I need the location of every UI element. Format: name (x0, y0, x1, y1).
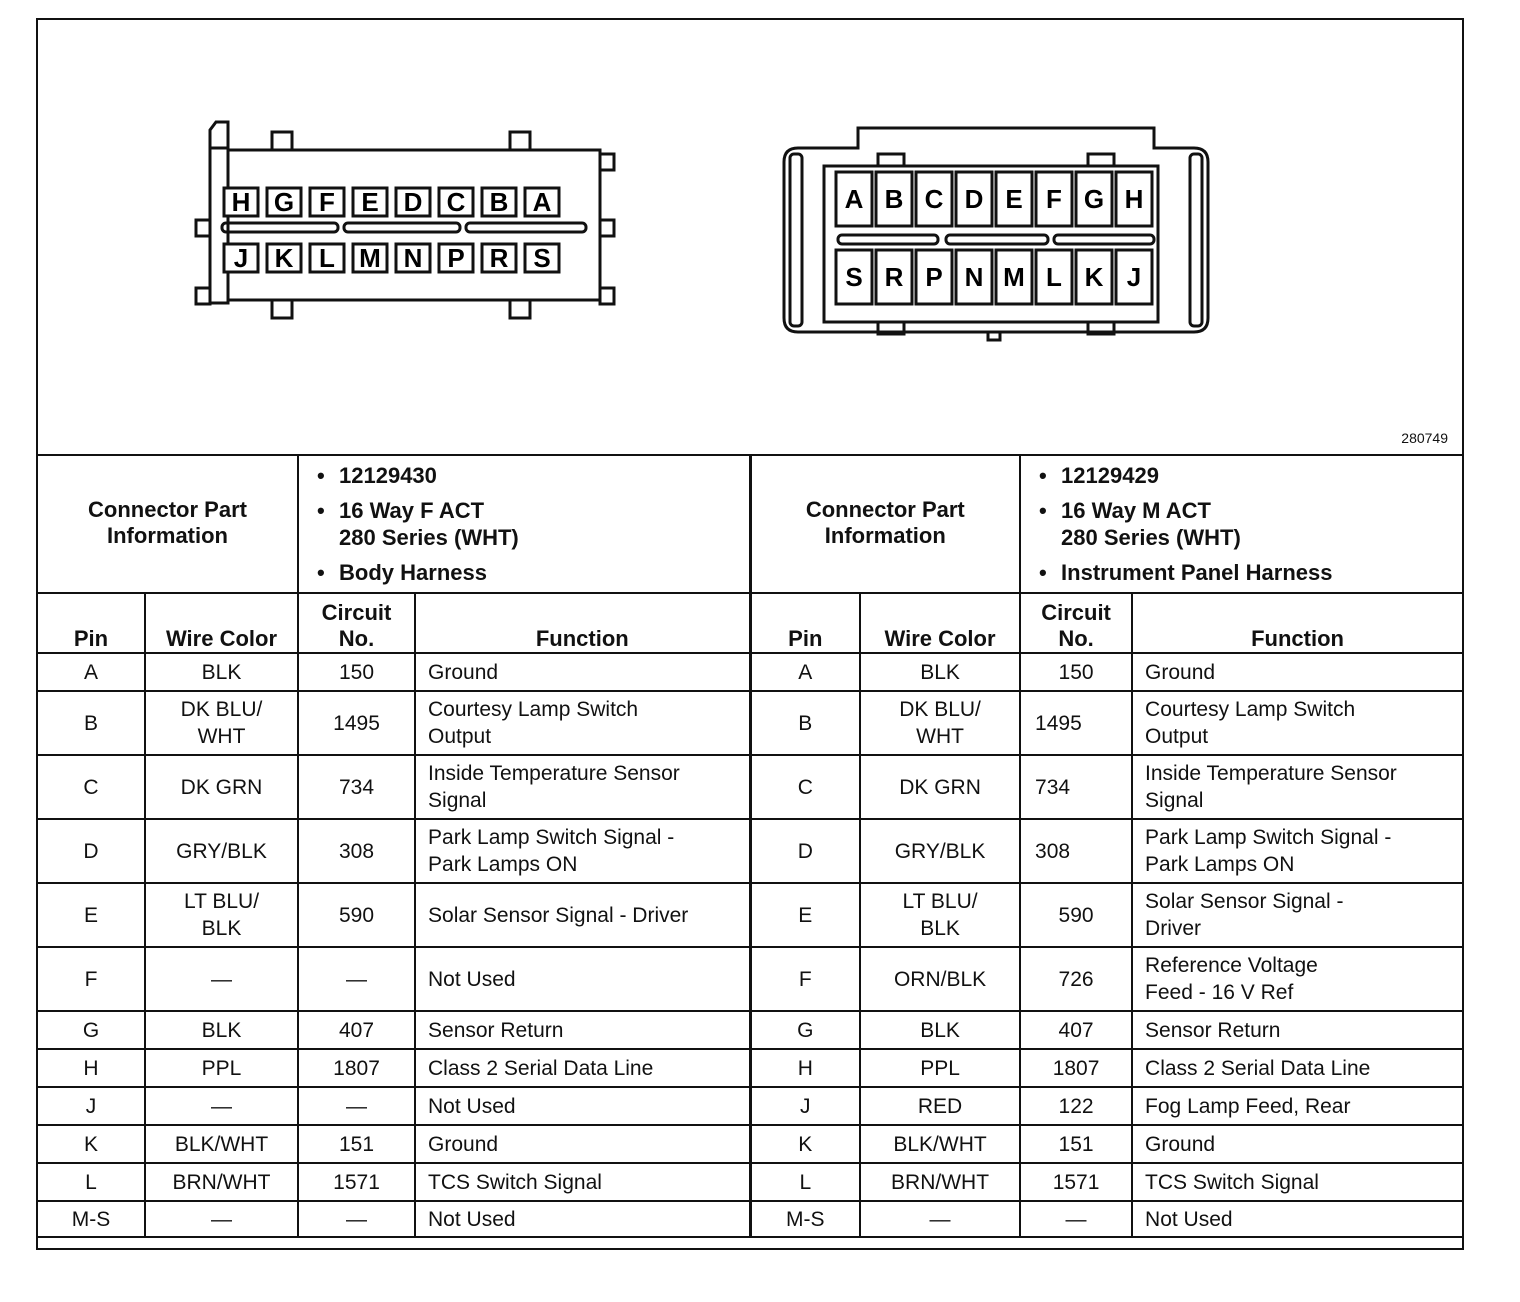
pin-text: E (83, 903, 98, 927)
function-text: Ground (1145, 1132, 1216, 1156)
circuit-text: — (346, 967, 368, 991)
wire-color-cell (860, 947, 1020, 1011)
header-wire-color: Wire Color (145, 593, 298, 653)
function-cell (1132, 819, 1462, 883)
function-cell (415, 1087, 750, 1125)
male-top-pins (836, 172, 1152, 226)
wire-color-cell (860, 819, 1020, 883)
function-text: Reference Voltage (1145, 954, 1318, 977)
wire-color-text: BLK/WHT (174, 1132, 269, 1156)
function-text: Inside Temperature Sensor (428, 762, 680, 785)
table-row (38, 819, 1462, 883)
circuit-text: 1571 (1052, 1170, 1100, 1194)
pin-text: H (797, 1056, 813, 1080)
pin-letter: H (1124, 184, 1144, 214)
circuit-cell (298, 1087, 415, 1125)
info-label-line: Connector Part (88, 497, 247, 522)
function-cell (1132, 653, 1462, 691)
wire-color-cell (145, 691, 298, 755)
right-info-label (750, 454, 1020, 593)
function-text: Output (1145, 725, 1209, 748)
pin-text: H (83, 1056, 99, 1080)
wire-color-cell (145, 1087, 298, 1125)
pin-letter: C (924, 184, 944, 214)
pin-cell (750, 1163, 860, 1201)
function-text: Class 2 Serial Data Line (1145, 1056, 1371, 1080)
pin-rows (38, 653, 1462, 1237)
left-info-label (38, 454, 298, 593)
function-cell (415, 819, 750, 883)
wire-color-cell (145, 653, 298, 691)
pin-letter: E (361, 187, 379, 217)
circuit-text: 726 (1058, 967, 1094, 991)
wire-color-text: BLK (920, 917, 960, 940)
wire-color-text: DK GRN (899, 775, 981, 799)
function-text: Not Used (428, 1207, 516, 1231)
circuit-text: 1571 (333, 1170, 380, 1194)
function-cell (1132, 1125, 1462, 1163)
function-text: Class 2 Serial Data Line (428, 1056, 654, 1080)
harness-name: • Instrument Panel Harness (1061, 559, 1462, 586)
function-text: Signal (1145, 789, 1204, 812)
function-cell (1132, 1087, 1462, 1125)
pin-text: M-S (71, 1207, 111, 1231)
part-number: • 12129429 (1061, 462, 1462, 489)
circuit-cell (1020, 819, 1132, 883)
function-text: Not Used (1145, 1207, 1233, 1231)
pin-letter: D (403, 187, 423, 217)
function-text: Courtesy Lamp Switch (1145, 698, 1356, 721)
wire-color-cell (145, 819, 298, 883)
header-pin: Pin (38, 593, 145, 653)
table-row (38, 947, 1462, 1011)
left-part-details (298, 454, 750, 593)
pin-letter: G (1083, 184, 1105, 214)
pin-cell (38, 1087, 145, 1125)
connector-diagram (38, 20, 1462, 456)
circuit-cell (298, 755, 415, 819)
pin-text: C (83, 775, 99, 799)
pin-letter: M (1003, 262, 1025, 292)
wire-color-cell (860, 883, 1020, 947)
wire-color-text: BRN/WHT (891, 1170, 990, 1194)
wire-color-text: PPL (201, 1056, 242, 1080)
circuit-cell (1020, 1087, 1132, 1125)
connector-table (38, 454, 1462, 1238)
female-top-pins (224, 187, 559, 217)
function-cell (415, 1011, 750, 1049)
circuit-cell (1020, 883, 1132, 947)
wire-color-text: — (211, 967, 232, 991)
circuit-cell (298, 947, 415, 1011)
pin-cell (38, 1125, 145, 1163)
pin-letter: J (233, 243, 249, 273)
wire-color-text: ORN/BLK (893, 967, 987, 991)
table-row (38, 653, 1462, 691)
pin-text: K (83, 1132, 98, 1156)
pin-cell (38, 653, 145, 691)
circuit-text: 407 (1058, 1018, 1094, 1042)
wire-color-cell (860, 1163, 1020, 1201)
function-text: Fog Lamp Feed, Rear (1145, 1094, 1351, 1118)
function-cell (415, 1049, 750, 1087)
pin-letter: L (1046, 262, 1062, 292)
pin-letter: N (964, 262, 984, 292)
header-pin: Pin (750, 593, 860, 653)
female-bottom-pins (224, 243, 559, 273)
wire-color-cell (860, 1201, 1020, 1237)
function-cell (415, 1163, 750, 1201)
pin-text: G (797, 1018, 814, 1042)
wire-color-text: RED (917, 1094, 963, 1118)
function-cell (415, 1125, 750, 1163)
pin-letter: F (319, 187, 335, 217)
pin-cell (750, 1049, 860, 1087)
function-text: Signal (428, 789, 487, 812)
function-cell (415, 1201, 750, 1237)
type-line: • 16 Way F ACT (339, 498, 485, 523)
wire-color-text: GRY/BLK (894, 839, 986, 863)
wire-color-cell (145, 1163, 298, 1201)
info-label-line: Information (107, 523, 228, 548)
function-text: Inside Temperature Sensor (1145, 762, 1397, 785)
pin-text: G (82, 1018, 100, 1042)
pin-text: C (797, 775, 813, 799)
pin-letter: J (1126, 262, 1142, 292)
wire-color-cell (145, 1049, 298, 1087)
pin-letter: B (884, 184, 904, 214)
circuit-text: 150 (1058, 660, 1094, 684)
table-row (38, 1049, 1462, 1087)
wire-color-text: — (211, 1207, 232, 1231)
circuit-cell (1020, 691, 1132, 755)
pin-cell (750, 1011, 860, 1049)
wire-color-text: BRN/WHT (172, 1170, 271, 1194)
wire-color-text: BLK (201, 660, 242, 684)
wire-color-cell (860, 653, 1020, 691)
circuit-cell (1020, 755, 1132, 819)
function-text: Park Lamps ON (1145, 853, 1295, 876)
male-connector (784, 128, 1208, 340)
header-circuit-line: No. (338, 626, 375, 651)
pin-letter: H (231, 187, 251, 217)
pin-letter: D (964, 184, 984, 214)
pin-letter: P (925, 262, 943, 292)
pin-letter: R (489, 243, 509, 273)
pin-text: E (798, 903, 813, 927)
wire-color-text: LT BLU/ (902, 890, 978, 913)
wire-color-text: BLK (201, 917, 242, 940)
function-text: Output (428, 725, 492, 748)
pin-letter: P (447, 243, 465, 273)
circuit-cell (298, 819, 415, 883)
circuit-text: 590 (338, 903, 375, 927)
connector-sheet (36, 18, 1464, 1250)
circuit-cell (298, 1049, 415, 1087)
circuit-cell (1020, 1011, 1132, 1049)
wire-color-text: WHT (197, 725, 246, 748)
header-wire-color: Wire Color (860, 593, 1020, 653)
circuit-cell (298, 1125, 415, 1163)
circuit-cell (298, 883, 415, 947)
table-row (38, 1125, 1462, 1163)
function-text: Ground (1145, 660, 1216, 684)
pin-letter: N (403, 243, 423, 273)
circuit-cell (1020, 1201, 1132, 1237)
pin-letter: B (489, 187, 509, 217)
pin-text: M-S (786, 1207, 825, 1231)
function-cell (415, 947, 750, 1011)
pin-letter: K (1084, 262, 1104, 292)
wire-color-text: BLK (201, 1018, 242, 1042)
function-text: Not Used (428, 1094, 516, 1118)
circuit-text: 150 (338, 660, 375, 684)
function-text: Feed - 16 V Ref (1145, 981, 1294, 1004)
pin-cell (750, 1201, 860, 1237)
circuit-text: 308 (338, 839, 375, 863)
function-cell (415, 755, 750, 819)
table-row (38, 1087, 1462, 1125)
pin-cell (38, 883, 145, 947)
circuit-text: 1807 (333, 1056, 380, 1080)
pin-letter: M (359, 243, 381, 273)
wire-color-text: — (211, 1094, 232, 1118)
pin-text: F (84, 967, 98, 991)
circuit-text: 407 (338, 1018, 375, 1042)
circuit-cell (1020, 1163, 1132, 1201)
pin-cell (750, 1125, 860, 1163)
function-cell (1132, 755, 1462, 819)
wire-color-cell (145, 1201, 298, 1237)
function-text: TCS Switch Signal (1145, 1170, 1319, 1194)
wire-color-cell (860, 1087, 1020, 1125)
wire-color-cell (145, 1125, 298, 1163)
pin-letter: K (274, 243, 294, 273)
wire-color-text: BLK/WHT (893, 1132, 987, 1156)
pin-letter: E (1005, 184, 1023, 214)
pin-cell (38, 819, 145, 883)
function-text: Sensor Return (428, 1018, 564, 1042)
pin-cell (38, 1011, 145, 1049)
pin-letter: L (319, 243, 335, 273)
pin-letter: R (884, 262, 904, 292)
pin-cell (38, 947, 145, 1011)
info-label-line: Connector Part (805, 497, 965, 522)
column-header-row (38, 593, 1462, 653)
table-row (38, 755, 1462, 819)
pin-text: L (85, 1170, 97, 1194)
connector-info-row (38, 454, 1462, 593)
circuit-cell (298, 1201, 415, 1237)
wire-color-text: LT BLU/ (183, 890, 260, 913)
circuit-text: — (1065, 1207, 1087, 1231)
circuit-text: 1495 (1035, 711, 1082, 735)
pin-letter: F (1046, 184, 1062, 214)
wire-color-cell (860, 1125, 1020, 1163)
pin-letter: A (532, 187, 552, 217)
circuit-cell (1020, 653, 1132, 691)
table-row (38, 691, 1462, 755)
pin-cell (38, 1163, 145, 1201)
type-line: 280 Series (WHT) (1061, 525, 1241, 550)
type-line: 280 Series (WHT) (339, 525, 519, 550)
circuit-text: 1807 (1052, 1056, 1100, 1080)
header-function: Function (1132, 593, 1462, 653)
pin-letter: G (273, 187, 295, 217)
circuit-cell (298, 1163, 415, 1201)
circuit-text: — (346, 1207, 368, 1231)
pin-cell (750, 653, 860, 691)
right-part-details (1020, 454, 1462, 593)
wire-color-cell (860, 691, 1020, 755)
circuit-cell (1020, 1049, 1132, 1087)
function-text: Solar Sensor Signal - (1145, 890, 1344, 913)
wire-color-text: PPL (920, 1056, 960, 1080)
pin-cell (38, 691, 145, 755)
function-text: Not Used (428, 967, 516, 991)
circuit-text: 151 (1058, 1132, 1094, 1156)
pin-text: B (83, 711, 98, 735)
wire-color-cell (860, 755, 1020, 819)
wire-color-text: DK BLU/ (180, 698, 263, 721)
circuit-cell (298, 691, 415, 755)
function-cell (1132, 1049, 1462, 1087)
circuit-text: 1495 (333, 711, 380, 735)
part-number: • 12129430 (339, 462, 749, 489)
circuit-text: 590 (1058, 903, 1094, 927)
pin-text: L (799, 1170, 812, 1194)
circuit-text: 734 (338, 775, 375, 799)
connector-drawings (38, 20, 1462, 454)
function-text: TCS Switch Signal (428, 1170, 602, 1194)
function-text: Park Lamp Switch Signal - (1145, 826, 1392, 849)
function-text: Ground (428, 660, 499, 684)
pin-text: A (83, 660, 98, 684)
pin-text: B (798, 711, 813, 735)
info-label-line: Information (824, 523, 946, 548)
harness-name: • Body Harness (339, 559, 749, 586)
function-cell (415, 691, 750, 755)
figure-reference-id: 280749 (1401, 430, 1448, 446)
wire-color-cell (145, 755, 298, 819)
male-bottom-pins (836, 250, 1152, 304)
wire-color-text: BLK (920, 660, 960, 684)
wire-color-cell (145, 947, 298, 1011)
wire-color-text: GRY/BLK (176, 839, 267, 863)
pin-cell (38, 1049, 145, 1087)
circuit-cell (1020, 1125, 1132, 1163)
connector-type (1061, 497, 1462, 551)
pin-text: A (798, 660, 813, 684)
function-text: Courtesy Lamp Switch (428, 698, 639, 721)
function-text: Driver (1145, 917, 1202, 940)
pin-cell (38, 1201, 145, 1237)
type-line: • 16 Way M ACT (1061, 498, 1211, 523)
pin-text: J (85, 1094, 97, 1118)
pin-text: F (798, 967, 812, 991)
pin-cell (750, 1087, 860, 1125)
function-cell (1132, 1201, 1462, 1237)
table-row (38, 883, 1462, 947)
function-cell (1132, 691, 1462, 755)
circuit-cell (298, 653, 415, 691)
pin-letter: S (533, 243, 551, 273)
header-circuit (1020, 593, 1132, 653)
wire-color-text: BLK (920, 1018, 960, 1042)
function-text: Sensor Return (1145, 1018, 1281, 1042)
pin-cell (750, 691, 860, 755)
function-text: Park Lamp Switch Signal - (428, 826, 675, 849)
circuit-text: 734 (1035, 775, 1071, 799)
wire-color-cell (145, 1011, 298, 1049)
pin-letter: C (446, 187, 466, 217)
header-circuit-line: Circuit (1041, 600, 1111, 625)
female-connector (196, 122, 614, 318)
pin-letter: S (845, 262, 863, 292)
function-text: Solar Sensor Signal - Driver (428, 903, 689, 927)
table-row (38, 1201, 1462, 1237)
table-row (38, 1011, 1462, 1049)
table-row (38, 1163, 1462, 1201)
circuit-cell (298, 1011, 415, 1049)
pin-text: J (800, 1094, 811, 1118)
header-circuit-line: Circuit (321, 600, 392, 625)
circuit-text: 151 (338, 1132, 375, 1156)
function-cell (1132, 883, 1462, 947)
header-circuit (298, 593, 415, 653)
function-text: Ground (428, 1132, 499, 1156)
pin-letter: A (844, 184, 864, 214)
pin-cell (750, 883, 860, 947)
pin-cell (750, 819, 860, 883)
pin-text: K (798, 1132, 813, 1156)
circuit-text: 308 (1035, 839, 1071, 863)
function-cell (415, 883, 750, 947)
circuit-text: 122 (1058, 1094, 1094, 1118)
circuit-text: — (346, 1094, 368, 1118)
pin-cell (750, 755, 860, 819)
wire-color-cell (145, 883, 298, 947)
function-text: Park Lamps ON (428, 853, 578, 876)
pin-cell (750, 947, 860, 1011)
connector-type (339, 497, 749, 551)
wire-color-text: DK BLU/ (899, 698, 981, 721)
wire-color-text: DK GRN (180, 775, 263, 799)
function-cell (1132, 1163, 1462, 1201)
wire-color-text: — (929, 1207, 951, 1231)
wire-color-cell (860, 1011, 1020, 1049)
wire-color-cell (860, 1049, 1020, 1087)
function-cell (1132, 947, 1462, 1011)
function-cell (1132, 1011, 1462, 1049)
function-cell (415, 653, 750, 691)
wire-color-text: WHT (916, 725, 964, 748)
pin-text: D (797, 839, 813, 863)
header-circuit-line: No. (1058, 626, 1094, 651)
pin-cell (38, 755, 145, 819)
pin-text: D (83, 839, 99, 863)
circuit-cell (1020, 947, 1132, 1011)
header-function: Function (415, 593, 750, 653)
